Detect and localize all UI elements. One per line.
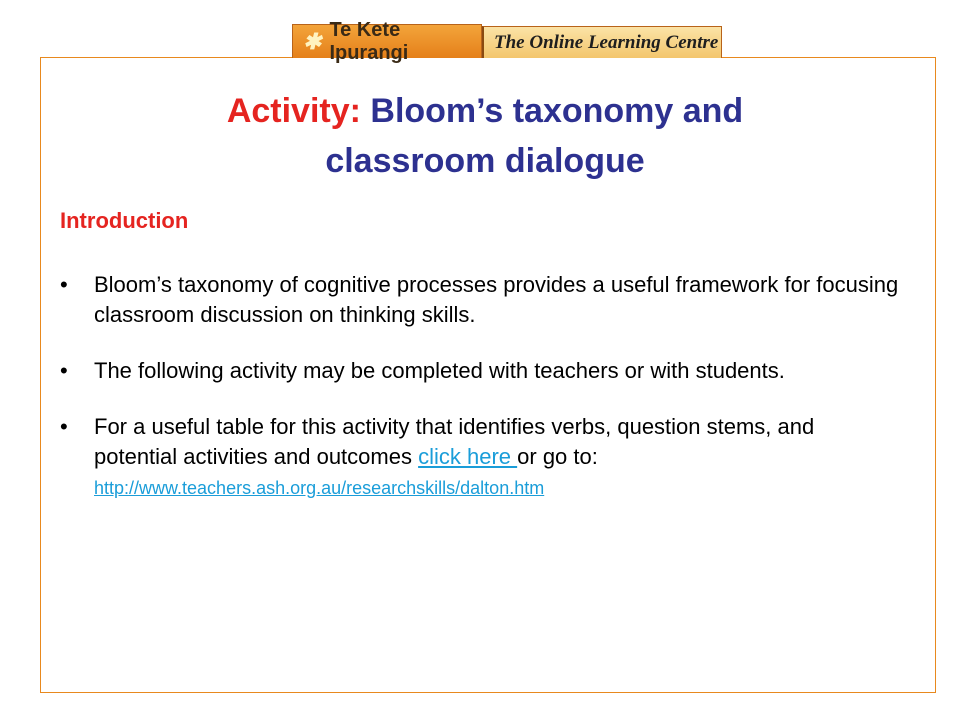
logo-online-learning-centre: [482, 26, 722, 58]
bullet-icon: •: [60, 414, 68, 439]
bullet-text: Bloom’s taxonomy of cognitive processes provides a useful framework for focusing classroom discussion on thinking skills.: [94, 272, 899, 327]
bullet-item: [60, 412, 900, 502]
title-line2: classroom dialogue: [325, 142, 645, 180]
bullet-item: [60, 356, 900, 386]
fern-logo-icon: ✱: [303, 28, 322, 54]
tki-logo[interactable]: [292, 18, 722, 64]
bullet-icon: •: [60, 358, 68, 383]
logo-right-text: The Online Learning Centre: [494, 31, 719, 53]
title-accent: Activity:: [226, 92, 361, 130]
logo-left-text: Te Kete Ipurangi: [329, 18, 409, 64]
click-here-link[interactable]: click here: [418, 444, 518, 469]
slide-title: [60, 86, 910, 186]
after-link-text: or go to:: [517, 444, 598, 469]
bullet-list: [60, 270, 900, 528]
bullet-icon: •: [60, 272, 68, 297]
bullet-text: The following activity may be completed with teachers or with students.: [94, 358, 785, 383]
dalton-url-link[interactable]: http://www.teachers.ash.org.au/researchskills/dalton.htm: [94, 478, 545, 498]
bullet-text: For a useful table for this activity that identifies verbs, question stems, and potential activities and outcomes: [94, 414, 815, 469]
section-heading: Introduction: [60, 208, 189, 233]
bullet-item: [60, 270, 900, 330]
logo-te-kete-ipurangi: [292, 18, 482, 64]
title-line1: Bloom’s taxonomy and: [360, 92, 744, 130]
